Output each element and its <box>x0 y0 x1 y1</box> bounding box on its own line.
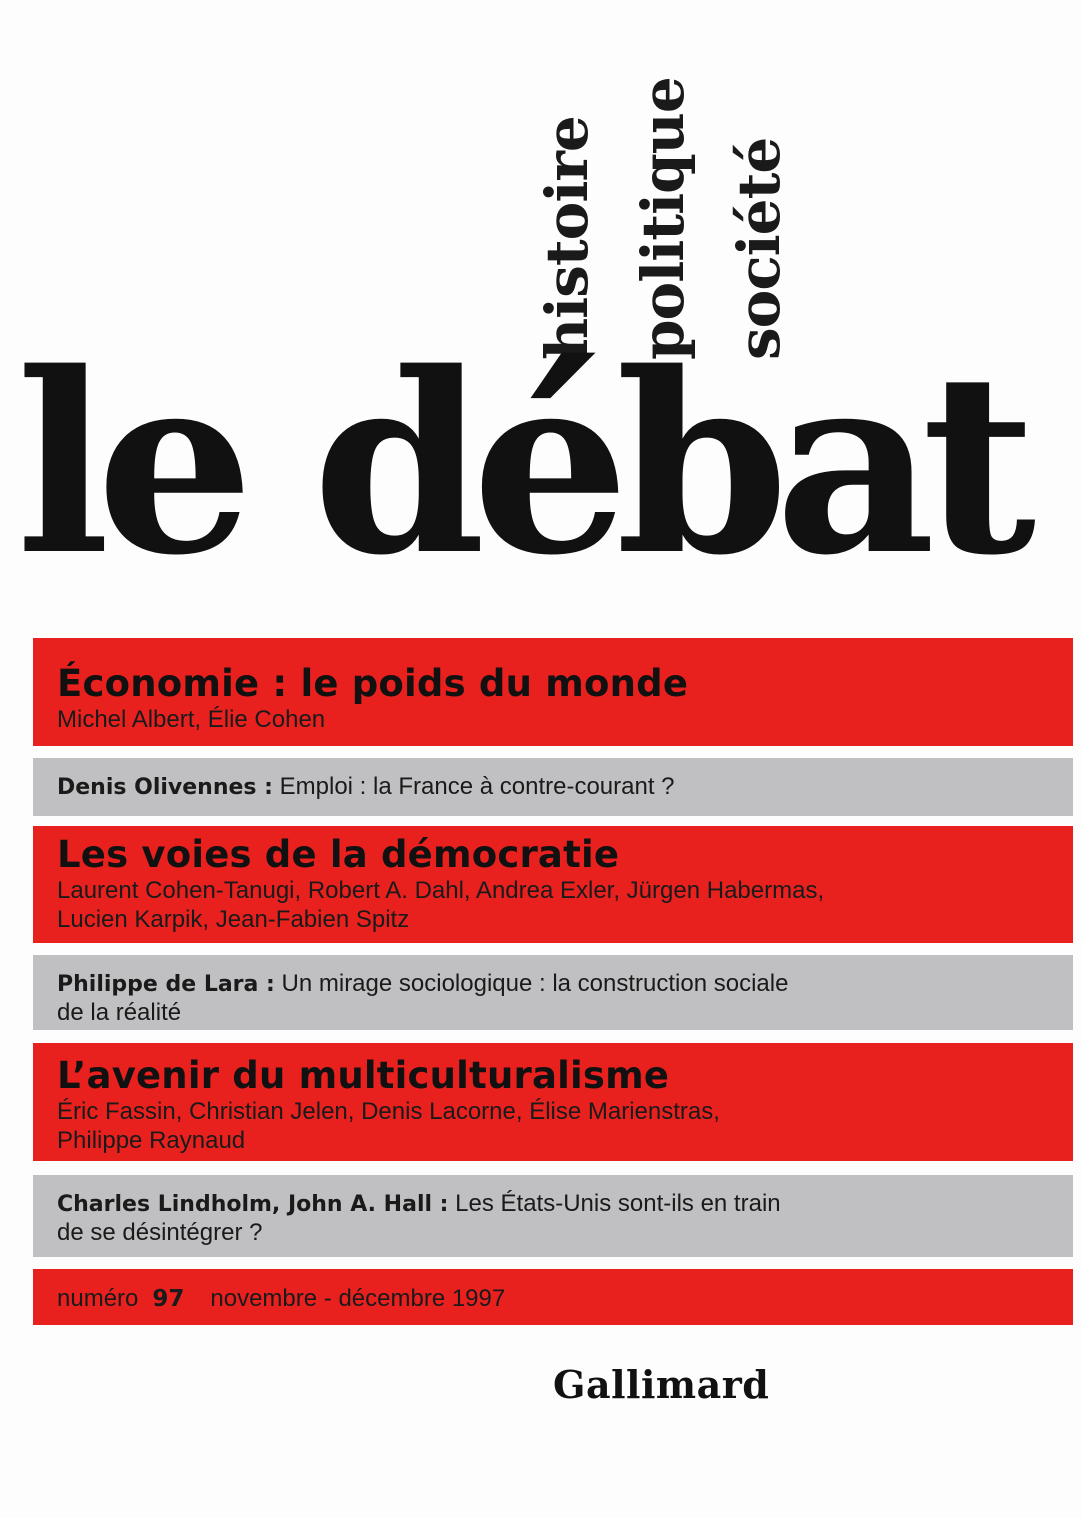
section-title: Les voies de la démocratie <box>57 833 620 876</box>
subtitle-societe: société <box>725 137 793 360</box>
article-author: Denis Olivennes : <box>57 775 273 800</box>
article-title-line1: Les États-Unis sont-ils en train <box>455 1190 781 1217</box>
issue-label: numéro <box>57 1285 139 1312</box>
issue-date: novembre - décembre 1997 <box>210 1285 506 1312</box>
article-author: Charles Lindholm, John A. Hall : <box>57 1192 449 1217</box>
masthead-title: le débat <box>16 345 1023 585</box>
subtitle-histoire: histoire <box>533 116 601 360</box>
section-economie <box>33 638 1073 746</box>
section-authors-line1: Éric Fassin, Christian Jelen, Denis Lacorne, Élise Marienstras, <box>57 1098 720 1125</box>
article-line <box>57 970 1073 999</box>
article-title-line2: de la réalité <box>57 999 182 1026</box>
section-title: Économie : le poids du monde <box>57 662 689 705</box>
article-title: Emploi : la France à contre-courant ? <box>279 773 675 800</box>
section-democratie <box>33 826 1073 943</box>
section-authors-line2: Philippe Raynaud <box>57 1127 246 1154</box>
article-author: Philippe de Lara : <box>57 972 275 997</box>
article-title-line2: de se désintégrer ? <box>57 1219 263 1246</box>
section-authors: Michel Albert, Élie Cohen <box>57 706 326 733</box>
article-line <box>57 773 1073 802</box>
section-title: L’avenir du multiculturalisme <box>57 1054 670 1097</box>
article-lindholm-hall <box>33 1175 1073 1257</box>
publisher-name: Gallimard <box>553 1362 770 1407</box>
article-line <box>57 1190 1073 1219</box>
issue-band <box>33 1269 1073 1325</box>
article-olivennes <box>33 758 1073 816</box>
subtitle-politique: politique <box>629 77 697 360</box>
section-authors-line2: Lucien Karpik, Jean-Fabien Spitz <box>57 906 410 933</box>
section-authors-line1: Laurent Cohen-Tanugi, Robert A. Dahl, Andrea Exler, Jürgen Habermas, <box>57 877 825 904</box>
issue-number: 97 <box>152 1286 185 1312</box>
section-multiculturalisme <box>33 1043 1073 1161</box>
article-de-lara <box>33 955 1073 1030</box>
article-title-line1: Un mirage sociologique : la construction sociale <box>281 970 789 997</box>
